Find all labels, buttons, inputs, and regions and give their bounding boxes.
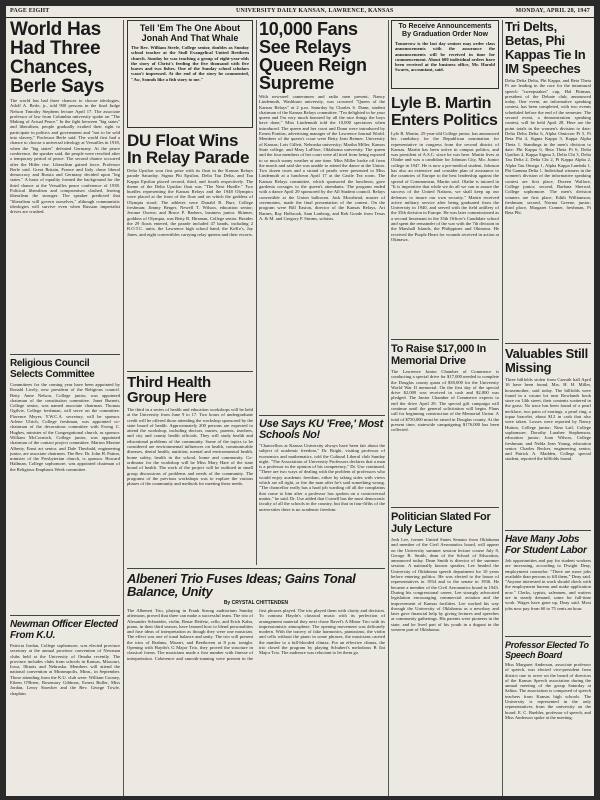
column-rule [123, 20, 124, 796]
headline-valuables: Valuables Still Missing [505, 346, 588, 375]
article-third-body: The third in a series of health and education workshops will be held at the University from June 9 to 17. Two hours of undergraduate credit will be offered those attending the workshop sponsored by the state board of health. Approximately 200 persons are expected to attend the workshop, including doctors, nurses, parents, teachers, and city and county health officials. They will study health and educational problems of the community. Some of the topics to be considered are environmental influences on health, communicable diseases, dental health, nutrition, mental and environmental health, home safety, health in the school, home and community. Co-ordinator for the workshop will be Miss Mary Hare of the state board of health. The work of the project will be outlined in small group discussions of problems and needs of the community. The programs of the previous workshops was to explore the various phases of the community and methods for meeting these needs. [127, 407, 253, 487]
headline-newman: Newman Officer Elected From K.U. [10, 619, 118, 641]
divider [127, 371, 253, 372]
column-rule [256, 20, 257, 565]
issue-date: MONDAY, APRIL 28, 1947 [515, 8, 590, 14]
headline-third: Third Health Group Here [127, 374, 211, 406]
article-du-body: Delta Upsilon won first prize with its float in the Kansas Relays parade Saturday. Sigma Phi Epsilon, Delta Tau Delta, and Tau Kappa Epsilon placed second, third, and fourth respectively. The theme of the Delta Upsilon float was "The Next Hurdle." Two hurdles representing the Kansas Relays and the 1948 Olympics were placed at the front of the float and on which the goddess of Olympia stood. The athletes were Donald R. Burr, College freshman; Jimmy Berger, Newell T. Wilson, education senior; Jerome Owens; and Bruce P. Barbers, business junior. Skinner, goddess of Olympia, was Betty R. Hirsman, College senior. Besides the 29 floats entered, the parade included 47 bands, including 2 R.O.T.C. units, the Lawrence high school band, the KoKo's, Jay Janes, and eight convertibles carrying relay queens and their escorts. [127, 168, 253, 237]
albeneri-story [127, 568, 385, 794]
divider [259, 415, 385, 416]
article-jobs-body: Job opportunities and pay for student workers are increasing, according to Dwight Deay, employment counselor. "There are more jobs available than persons to fill them," Deay said. "Anyone interested in work should check with the employment bureau and make application now." Clerks, typists, salesmen, and waiters are in steady demand, some for full-time work. Wages have gone up, Deay said. Most jobs now pay from 60 to 75 cents an hour. [505, 558, 591, 611]
lindley-box [127, 20, 253, 128]
column-4 [391, 20, 499, 796]
newspaper-page [6, 6, 594, 796]
article-receive-body: Tomorrow is the last day seniors may order class announcements with the assurance the announcements will be received in time for commencement. About 600 individual orders have been received at the business office, Mr. Harold Swarts, accountant, said. [395, 41, 495, 73]
article-jonah-body: The Rev. William Steele, College senior, doubles as Sunday school teacher at the Stull Evangelical United Brethren church. Sunday he was teaching a group of eight-year-olds the story of Christ's feeding the five thousand with five loaves and two fishes. One of the Sunday school scholars wasn't impressed. At the end of the story he commented, "Aw, Sounds like a fish story to me." [131, 45, 249, 82]
article-albeneri-body: The Albeneri Trio, playing in Frank Strong auditorium Sunday afternoon, proved that three can make a successful team. The trio of Alexander Schneider, violin, Benar Heifetz, cello, and Erich Kahn, piano, in their third season, have learned how to blend personalities and fuse ideas of interpretation as though they were one musician. The effect was one of tonal balance and unity. The trio will present the trios of Brahms, Mozart, and Beethoven at 8 p.m. tonight. Opening with Haydn's G Major Trio, they proved the structure in classical forms. The musicians made a first number with finesse of interpretation. Coherence and smooth-running were present in the first phrases played. The trio played them with clarity and decision. To contrast Haydn's classical music with its perfection of arrangement material they next chose Ravel's A Minor Trio with its impressionistic atmosphere. The opening movement was delicately modern. With the tracery of fake harmonics, pianissimo, the violin and cello without the piano in some phrases, the musicians carried the number to a full-blooded climax. For an effective climax, the trio closed the program by playing Schubert's melodious B flat Major Trio. The audience was reluctant to let them go. [127, 608, 385, 661]
paper-title: UNIVERSITY DAILY KANSAN, LAWRENCE, KANSAS [236, 8, 394, 14]
article-raise-body: The Lawrence Junior Chamber of Commerce is conducting a special drive for $17,000 needed to complete the Douglas county quota of $30,000 for the University World War II memorial. On the first day of the special drive $2,000 was received in cash and $2,000 was pledged. The Junior Chamber of Commerce expects to end the drive April 29. The special gift campaign will continue until the general solicitation will begin. Plans call for beginning construction of the Memorial Union. A total of $750,000 must be raised in Douglas county. At the present time, statewide campaigning $176,000 has been collected. [391, 369, 499, 433]
headline-jobs: Have Many Jobs For Student Labor [505, 534, 587, 556]
page-number: PAGE EIGHT [10, 8, 50, 14]
column-rule [502, 20, 503, 796]
masthead [6, 6, 594, 18]
divider [505, 636, 591, 637]
divider [505, 343, 591, 344]
divider [10, 354, 120, 355]
headline-use: Use Says KU 'Free,' Most Schools No! [259, 418, 383, 441]
divider [10, 615, 120, 616]
article-professor-body: Miss Margaret Anderson, associate professor of speech, was elected vice-president from district one to serve on the board of directors of the Kansas Speech association during the annual meeting of the group Saturday at Salina. The association is composed of speech teachers from Kansas high schools. The University is represented in the only representatives from the university on the board. E. C. Buehler, professor of speech, and Miss Anderson spoke at the meeting. [505, 662, 591, 720]
divider [391, 507, 499, 508]
column-3 [259, 20, 385, 565]
receive-box [391, 20, 499, 89]
column-rule [388, 20, 389, 796]
article-martin-body: Lyle B. Martin, 25-year-old College junior, has announced his candidacy for the Republican nomination for representative in congress from the second district of Kansas. Martin has been active in campus politics, and was president of A.S.C. since he was here. Martin lives at Olathe and was a candidate for Johnson City, Mo. Junior college in 1947. He is now a pre-medical student. Johnson has also an extensive and consider plan of assistance to the countries of Europe to the best leadership against the spread of Communism, Martin said. Olathe is tutored in "It is imperative that while we do all we can to assure the success of the United Nations, we shall keep up our defenses to insure our own security." Martin received active military service after being graduated from the University in 1940, and served with the field artillery of the 35th division in Europe. He was later commissioned as a second lieutenant in the 35th Officer's Candidate school and spent the remainder of the war with the 7th division in the Marshall Islands, the Philippines and Okinawa. He received the Purple Heart for wounds received in action at Okinawa. [391, 131, 499, 242]
column-5 [505, 20, 591, 796]
headline-tenthousand: 10,000 Fans See Relays Queen Reign Supreme [259, 20, 367, 93]
headline-world: World Has Had Three Chances, Berle Says [10, 20, 105, 97]
divider [127, 568, 385, 569]
headline-receive: To Receive Announcements By Graduation Order Now [398, 23, 492, 38]
column-2 [127, 20, 253, 565]
article-tridelts-body: Delta Delta Delta, Phi Kappa, and Beta Theta Pi are leading in the race for the intramural speech "sweepstakes" cup, Hal Pittman, president of the Debate club, announced today. One event, an informative speaking contest, has been completed, with two events scheduled before the end of the semester. The second event, a demonstration speaking contest, will be held April 28. Here are the point totals in the women's division to date: Delta Delta Delta 6, Alpha Omicron Pi 5, Pi Beta Phi 4, Sigma Kappa 3, Kappa Alpha Theta 1. Standings in the men's division to date: Phi Kappa 6, Beta Theta Pi 6, Delta Upsilon 4, Kappa Sigma 3, Delta Chi 3, Delta Tau Delta 2, Delta Chi 2, Pi Kappa Alpha 2, Alpha Tau Omega 1, Alpha Kappa Lambda 1, Phi Gamma Delta 1. Individual winners in the women's division of the informative speaking contest are first place, Doreen Wallace, College junior; second, Barbara Sherrod, College sophomore. The men's division winners are first place, Edith Williamson, freshman; second, Norma Greene, junior; third place, Margaret Cramer, freshman, Pi Beta Phi. [505, 78, 591, 216]
headline-politician: Politician Slated For July Lecture [391, 511, 491, 535]
divider [505, 530, 591, 531]
headline-jonah: Tell 'Em The One About Jonah And That Whale [139, 23, 241, 43]
article-tenthousand-body: With newsreel cameramen and radio men present, Nancy Lindemuth, Washburn university, was crowned "Queen of the Kansas Relays" at 2 p.m. Saturday by Charles S. Dunn, student chairman of the Kansas Relays committee. "I'm delighted to be your queen and I'm very much honored by all the nice things the boys have done," Miss Lindemuth told the 10,000 spectators when introduced. The queen and her court and Dunn were introduced by Ernest Pontius, advertising manager of the Lawrence Journal World. Members of the queen's court were Betty Jean Reimer, University of Kansas; Lois Gillett, Nebraska university; Martha Miller, Kansas State college, and Mary LaFlore, Oklahoma university. The queen and the four members of her court were all tired from being exposed to so much sunny weather at one time. Miss Miller broke off from the march and said she was unable to attend the dance at the Union. Two dozen roses and a strand of pearls were presented to Miss Lindemuth at a luncheon April 17 at the Castle Tea room. The Kansas Relays committee, which sponsored the luncheon, gave gardenia corsages to the queen's attendants. The program ended with a dance April 29 sponsored by the All Student council. Relays convertible at the Union ballroom. Jack Moorhead, master of ceremonies, made the final presentation of the contest. On the program were Bill Easton, director of the Kansas Relays, Art Barnes, Ray Holbrook, Sam Lonborg, and Bob Goode from Texas A. & M. and Gregory P. Simms, soloists. [259, 94, 385, 221]
headline-raise: To Raise $17,000 In Memorial Drive [391, 343, 486, 367]
headline-religious: Religious Council Selects Committee [10, 358, 95, 380]
article-newman-body: Patricia Jordan, College sophomore, was elected province secretary at the annual province convention of Newman clubs held at the University of Omaha recently. The province includes clubs from schools in Kansas, Missouri, Iowa, Illinois and Nebraska. Members will attend the national convention at Minneapolis, Minn., in September. Those attending from the K.U. club were: William Cooney, Eileen O'Brien, Rosemary Gibbons, Ernest Buller, Miss Jordan, Leroy Stoecker and the Rev. George Towle, chaplain. [10, 643, 120, 696]
article-valuables-body: Three billfolds stolen from Carruth hall April 16 have been found, Mrs. H. H. Miller, housemother, said today. The billfolds were found in a vacant lot near Rowlands book store on 14th street, their contents scattered in the grass. No trace has been found of a pearl necklace, two pairs of earrings, a pearl ring, a topaz bracelet, about $12 in cash that also were taken. Losses were reported by Nancy Hutton, College junior; Nina Lail, College sophomore; Dorothy Larabee Stephenson, education junior; Joan Wilson, College freshman; and Nelda Jean Young, education senior. Charles Becker, engineering senior, and Patrick A. Madden, College special student, reported the billfolds found. [505, 377, 591, 462]
byline: By CRYSTAL CHITTENDEN [223, 600, 289, 606]
headline-albeneri: Albeneri Trio Fuses Ideas; Gains Tonal Balance, Unity [127, 571, 356, 599]
article-politician-body: Josh Lee, former United States Senator from Oklahoma and member of the Civil Aeronautics board, will appear on the University summer session lecture course July 8, George B. Smith, dean of the School of Education, announced today. Dean Smith is director of the summer session. A nationally known speaker, Lee headed the University of Oklahoma speech department for 10 years before entering politics. He was elected to the house of representatives in 1934 and to the senate in 1936. He became a member of the Civil Aeronautics board in 1943. During his congressional career, Lee strongly advocated legislation encouraging commercial aviation and the improvement of Kansas facilities. Lee worked his way through the University of Oklahoma as a newsboy and later gave financial help by giving lectures and speeches at community gatherings. His parents were pioneers in the state, and he lived part of his youth in a dugout in the western part of Oklahoma. [391, 537, 499, 633]
article-world-body: The world has had three chances to choose ideologies, Adolf A. Berle, jr., told 900 persons in the final Judge Nelson Timothy Stephens lecture April 17. The associate professor of law from Columbia university spoke on "The Making of Actual Peace." In the fight between "big states" and liberalism, people gradually exalted their right to participate in politics and government and "not to be sold into slavery," Professor Berle said. The world first had a chance to choose a universal ideology at Versailles in 1918, when the "big states" defeated Germany. At the peace conference, the speaker said, the people were revolted after a temporary period of peace. The second chance occurred after the Hitler rise. Liberalism gained force, Professor Berle said. Great Britain, France and Italy chose liberal democracy and Russia and Germany decided upon "big states." A basis of equality formed the background for the third chance at the Versailles peace conference of 1938. Political liberalism and compromises clashed, leaving liberalism the stronger. The speaker predicted that "liberalism will govern ourselves," although communistic ideologies will survive even when Russian imperialist drives are crushed. [10, 98, 120, 215]
column-1 [10, 20, 120, 796]
article-religious-body: Committees for the coming year have been appointed by Ronald Lively, new president of the Religious council. Betty Anne Nelson, College junior, was appointed chairman of the constitution committee. Janet Burnett, College senior, was named associate chairman. Thomas Ogilvie, College freshman, will serve on the committee. Florence Meyer, Y.W.C.A. secretary, will be sponsor. Arlene Ulrich, College freshman, was appointed co-chairman of the decorations committee with Ewing C. Hughes, minister of the Congregational church, as sponsor. William McCormick, College junior, was appointed chairman of the contact project committee. Marion Maxine Alberty, Ernst art senior, and Dale Theobald, engineering junior, are associate chairmen. The Rev. Dr. John H. Patton, minister of the Presbyterian church, is sponsor. Howard Hallman, College sophomore, was appointed chairman of the Religious Emphasis Week committee. [10, 382, 120, 472]
headline-martin: Lyle B. Martin Enters Politics [391, 95, 498, 129]
headline-professor: Professor Elected To Speech Board [505, 640, 589, 660]
divider [391, 339, 499, 340]
headline-tridelts: Tri Delts, Betas, Phi Kappas Tie In IM Speeches [505, 20, 586, 76]
headline-du: DU Float Wins In Relay Parade [127, 131, 250, 167]
article-use-body: "Chancellors at Kansas University always have been fair about the subject of academic freedom," Dr. Bright, visiting professor of economics and mathematics, told the Cultural Liberal club Sunday night. "The Association of University Professors declares that a man is a professor in the opinion of his competency," Dr. Use continued. "There are two ways of dealing with the problem of professors who would enjoy academic freedom, either by taking sides with views which are all right, or fire the man after he's said something wrong. "The chancellor really has a hard job warding off all the complaints that come to him after a professor has spoken on a controversial matter," he said. Dr. Use added that Cornell has the most democratic faculty of all the schools in the country, but that in four-fifths of the universities there is no academic freedom. [259, 443, 385, 512]
